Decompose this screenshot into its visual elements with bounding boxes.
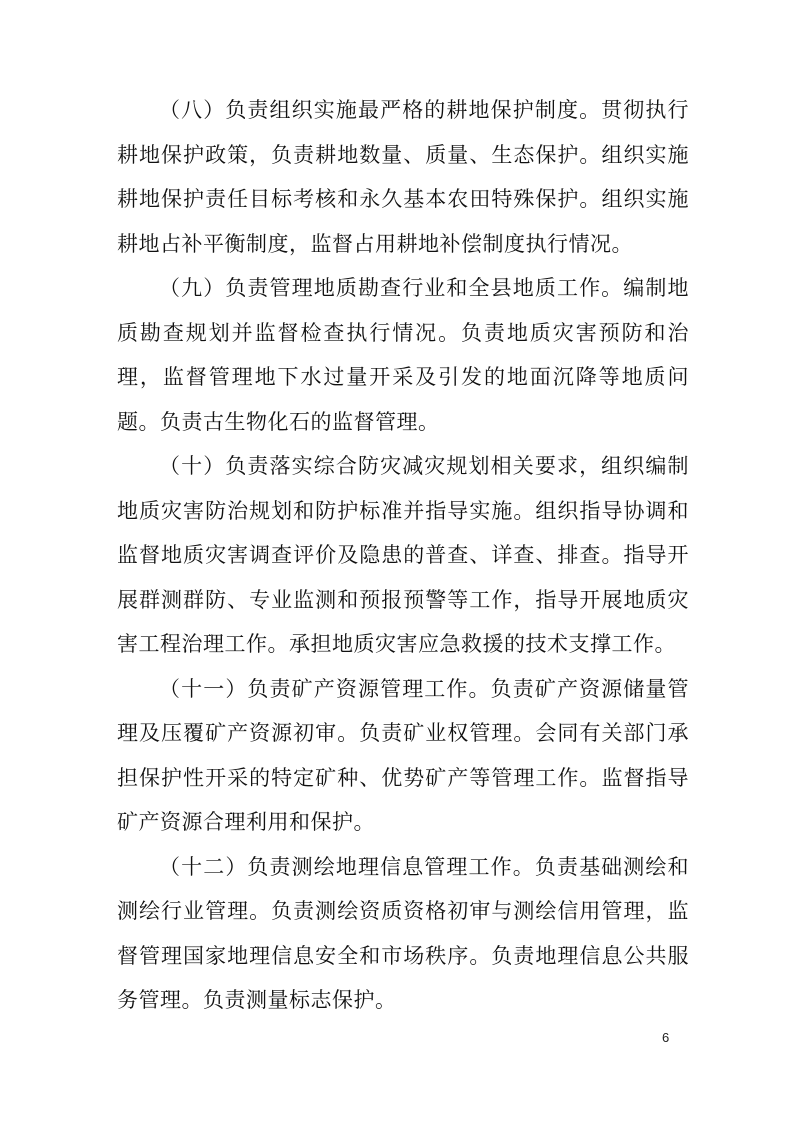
document-body: [117, 88, 689, 1023]
paragraph-12: （十二）负责测绘地理信息管理工作。负责基础测绘和测绘行业管理。负责测绘资质资格初审与测绘信用管理，监督管理国家地理信息安全和市场秩序。负责地理信息公共服务管理。负责测量标志保护。: [117, 854, 689, 1012]
paragraph-9: （九）负责管理地质勘查行业和全县地质工作。编制地质勘查规划并监督检查执行情况。负责地质灾害预防和治理，监督管理地下水过量开采及引发的地面沉降等地质问题。负责古生物化石的监督管理。: [117, 276, 689, 434]
page-number: 6: [662, 1030, 670, 1045]
paragraph-8: （八）负责组织实施最严格的耕地保护制度。贯彻执行耕地保护政策，负责耕地数量、质量、生态保护。组织实施耕地保护责任目标考核和永久基本农田特殊保护。组织实施耕地占补平衡制度，监督占用耕地补偿制度执行情况。: [117, 98, 689, 256]
paragraph-11: （十一）负责矿产资源管理工作。负责矿产资源储量管理及压覆矿产资源初审。负责矿业权管理。会同有关部门承担保护性开采的特定矿种、优势矿产等管理工作。监督指导矿产资源合理利用和保护。: [117, 676, 689, 834]
paragraph-10: （十）负责落实综合防灾减灾规划相关要求，组织编制地质灾害防治规划和防护标准并指导实施。组织指导协调和监督地质灾害调查评价及隐患的普查、详查、排查。指导开展群测群防、专业监测和预报预警等工作，指导开展地质灾害工程治理工作。承担地质灾害应急救援的技术支撑工作。: [117, 454, 689, 656]
